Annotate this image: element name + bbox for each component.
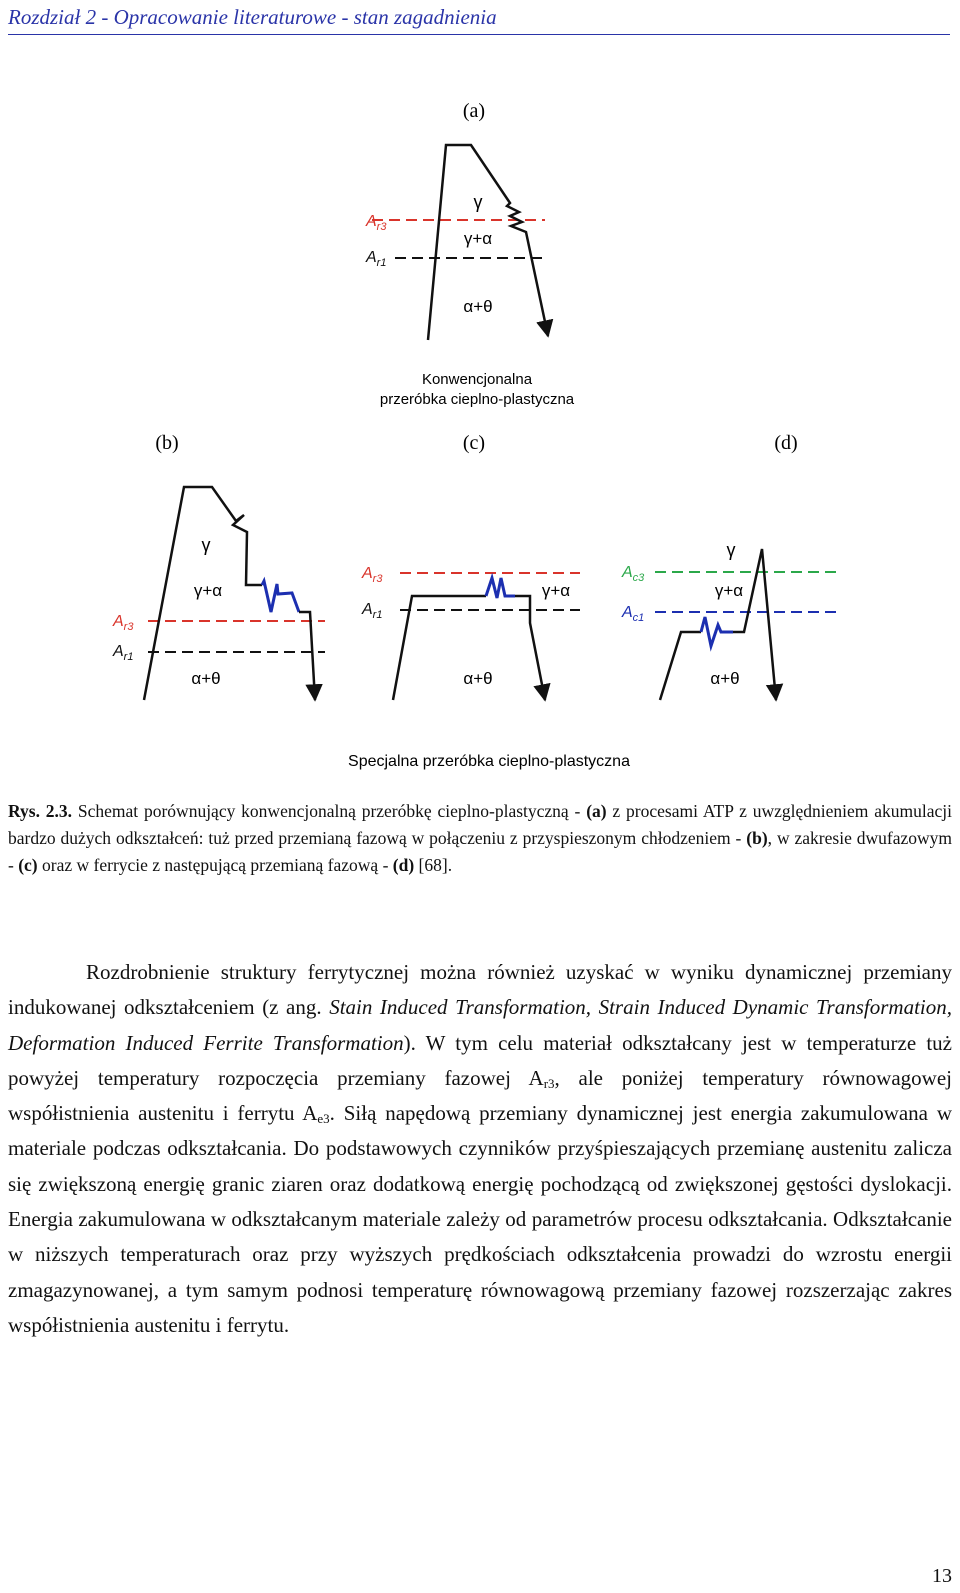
phase-alpha-theta: α+θ: [191, 669, 221, 688]
process-path-b-blue: [262, 581, 299, 612]
page-number: 13: [932, 1565, 952, 1587]
process-path-d-black: [660, 632, 701, 700]
phase-alpha-theta: α+θ: [710, 669, 740, 688]
ar3-label: $A_{r3}$: [366, 213, 387, 233]
running-header-title: Rozdział 2 - Opracowanie literaturowe - stan zagadnienia: [8, 5, 497, 29]
english-terms: Stain Induced Transformation, Strain Induced Dynamic Transformation, Deformation Induced Ferrite Transformation: [8, 995, 952, 1055]
phase-alpha-theta: α+θ: [463, 669, 493, 688]
caption-label: Rys. 2.3.: [8, 801, 73, 821]
body-paragraph: Rozdrobnienie struktury ferrytycznej można również uzyskać w wyniku dynamicznej przemiany indukowanej odkształceniem (z ang. Stain Induced Transformation, Strain Induced Dynamic Transformation, Deformation Induced Ferrite Transformation). W tym celu materiał odkształcany jest w temperaturze tuż powyżej temperatury rozpoczęcia przemiany fazowej $A_{r3}$, ale poniżej temperatury równowagowej współistnienia austenitu i ferrytu $A_{e3}$. Siłą napędową przemiany dynamicznej jest energia zakumulowana w materiale podczas odkształcania. Do podstawowych czynników przyśpieszających przemianę austenitu zalicza się zwiększoną energię granic ziaren oraz dodatkową energię pochodzącą od zwiększonej gęstości dyslokacji. Energia zakumulowana w odkształcanym materiale zależy od parametrów procesu odkształcania. Odkształcanie w niższych temperaturach oraz przy wyższych prędkościach odkształcenia prowadzi do wzrostu energii zmagazynowanej, a tym samym podnosi temperaturę równowagową przemiany fazowej rozszerzając zakres współistnienia austenitu i ferrytu.: [8, 960, 952, 1337]
ar1-label: $A_{r1}$: [366, 249, 387, 269]
process-path-c-blue: [486, 578, 515, 598]
panel-label-c: (c): [462, 432, 486, 454]
panel-b: [112, 487, 325, 700]
ar1-label: $A_{r1}$: [362, 601, 383, 621]
phase-gamma: γ: [726, 540, 736, 560]
phase-gamma-alpha: γ+α: [714, 581, 744, 600]
special-caption: Specjalna przeróbka cieplno-plastyczna: [348, 753, 630, 770]
ar1-label: $A_{r1}$: [113, 643, 134, 663]
process-path-b-end: [299, 612, 315, 700]
panel-label-d: (d): [774, 432, 798, 454]
conventional-caption-line1: Konwencjonalna: [421, 371, 533, 388]
ac3-label: $A_{c3}$: [622, 564, 645, 584]
figure-diagram: [0, 0, 960, 790]
ar3-label: $A_{r3}$: [113, 613, 134, 633]
phase-gamma: γ: [473, 192, 483, 212]
phase-gamma-alpha: γ+α: [541, 581, 571, 600]
panel-label-b: (b): [155, 432, 179, 454]
panel-c: [361, 565, 580, 700]
phase-gamma-alpha: γ+α: [463, 229, 493, 248]
panel-label-a: (a): [462, 100, 486, 122]
process-path-c-end: [515, 596, 545, 700]
panel-a: [365, 145, 575, 408]
conventional-caption-line2: przeróbka cieplno-plastyczna: [379, 391, 575, 408]
figure-caption: Rys. 2.3. Schemat porównujący konwencjonalną przeróbkę cieplno-plastyczną - (a) z procesami ATP z uwzględnieniem akumulacji bardzo dużych odkształceń: tuż przed przemianą fazową w połączeniu z przyspieszonym chłodzeniem - (b), w zakresie dwufazowym - (c) oraz w ferrycie z następującą przemianą fazową - (d) [68].: [8, 801, 952, 875]
phase-gamma: γ: [201, 535, 211, 555]
phase-gamma-alpha: γ+α: [193, 581, 223, 600]
phase-alpha-theta: α+θ: [463, 297, 493, 316]
ar3-label: $A_{r3}$: [362, 565, 383, 585]
ac1-label: $A_{c1}$: [622, 604, 645, 624]
panel-d: [621, 540, 838, 700]
process-path-d-blue: [701, 617, 733, 646]
